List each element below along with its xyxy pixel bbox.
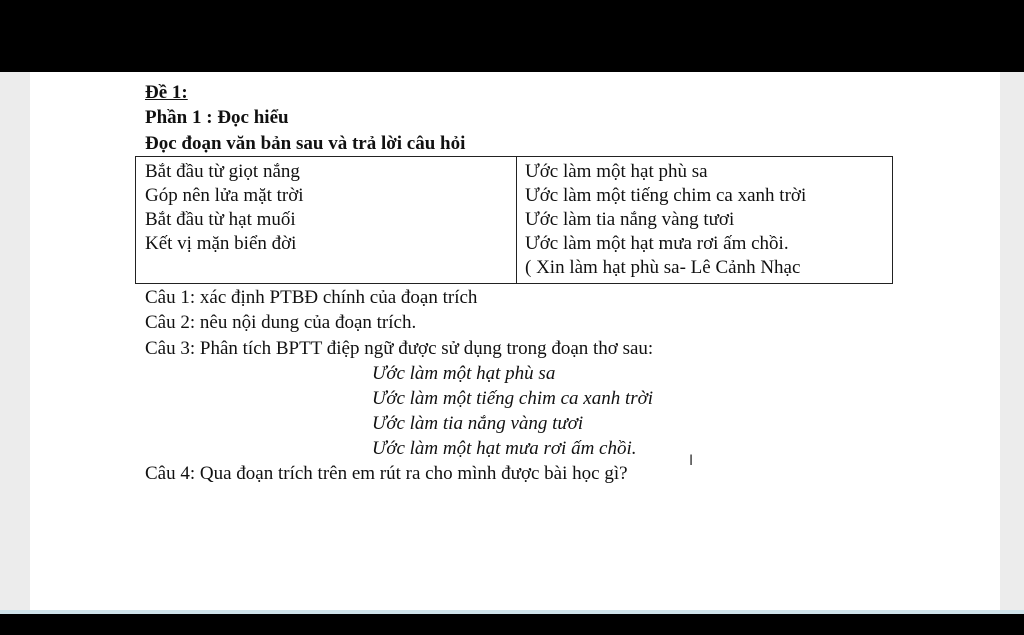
bottom-scroll-strip — [0, 610, 1024, 614]
table-left-line: Góp nên lửa mặt trời — [145, 185, 304, 206]
table-right-line: Ước làm một hạt mưa rơi ấm chồi. — [525, 233, 789, 254]
table-left-line: Bắt đầu từ giọt nắng — [145, 161, 300, 182]
quoted-poem-line: Ước làm một hạt mưa rơi ấm chồi. — [372, 438, 637, 459]
question-2: Câu 2: nêu nội dung của đoạn trích. — [145, 312, 417, 333]
text-cursor-icon: I — [689, 453, 694, 469]
table-source-line: ( Xin làm hạt phù sa- Lê Cảnh Nhạc — [525, 257, 801, 278]
quoted-poem-line: Ước làm tia nắng vàng tươi — [372, 413, 584, 434]
quoted-poem-line: Ước làm một tiếng chim ca xanh trời — [372, 388, 654, 409]
part-title: Phần 1 : Đọc hiểu — [145, 107, 289, 128]
instruction-text: Đọc đoạn văn bản sau và trả lời câu hỏi — [145, 133, 466, 154]
table-right-line: Ước làm một hạt phù sa — [525, 161, 708, 182]
table-left-line: Kết vị mặn biển đời — [145, 233, 297, 254]
question-1: Câu 1: xác định PTBĐ chính của đoạn trích — [145, 287, 478, 308]
table-right-line: Ước làm một tiếng chim ca xanh trời — [525, 185, 807, 206]
question-3: Câu 3: Phân tích BPTT điệp ngữ được sử dụng trong đoạn thơ sau: — [145, 338, 654, 359]
quoted-poem-line: Ước làm một hạt phù sa — [372, 363, 556, 384]
exam-title: Đề 1: — [145, 82, 188, 103]
table-left-line: Bắt đầu từ hạt muối — [145, 209, 296, 230]
poem-table — [135, 156, 893, 284]
question-4: Câu 4: Qua đoạn trích trên em rút ra cho mình được bài học gì? — [145, 463, 628, 484]
table-right-line: Ước làm tia nắng vàng tươi — [525, 209, 735, 230]
table-column-divider — [516, 157, 517, 283]
